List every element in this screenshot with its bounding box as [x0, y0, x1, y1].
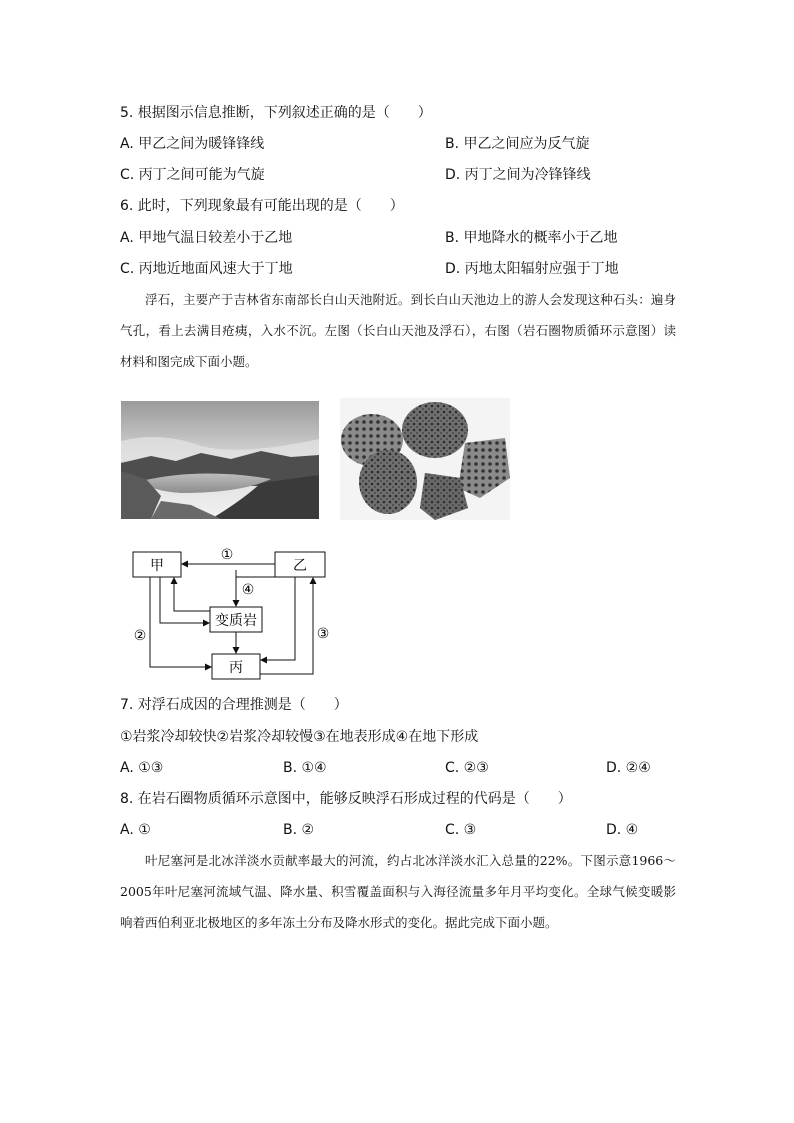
q5-option-d: D. 丙丁之间为冷锋锋线 [445, 167, 591, 183]
q8-option-d: D. ④ [606, 822, 639, 838]
label-bing: 丙 [229, 660, 243, 676]
label-yi: 乙 [293, 558, 307, 574]
question-8-stem: 8. 在岩石圈物质循环示意图中，能够反映浮石形成过程的代码是（ ） [120, 791, 572, 807]
q8-option-b: B. ② [283, 822, 315, 838]
question-7-choices: ①岩浆冷却较快②岩浆冷却较慢③在地表形成④在地下形成 [120, 729, 479, 745]
tianchi-lake-photo [121, 401, 319, 519]
q6-option-b: B. 甲地降水的概率小于乙地 [445, 230, 618, 246]
passage-pumice [120, 284, 676, 377]
q7-option-b: B. ①④ [283, 760, 327, 776]
q6-option-c: C. 丙地近地面风速大于丁地 [120, 261, 293, 277]
pumice-stones-photo [340, 398, 510, 520]
q5-option-c: C. 丙丁之间可能为气旋 [120, 167, 265, 183]
label-circle-2: ② [133, 628, 147, 644]
q8-option-c: C. ③ [445, 822, 477, 838]
passage-pumice-text: 浮石，主要产于吉林省东南部长白山天池附近。到长白山天池边上的游人会发现这种石头：遍身气孔，看上去满目疮痍，入水不沉。左图（长白山天池及浮石），右图（岩石圈物质循环示意图）读材料和图完成下面小题。 [120, 292, 676, 369]
question-5-stem: 5. 根据图示信息推断，下列叙述正确的是（ ） [120, 105, 432, 121]
q8-option-a: A. ① [120, 822, 151, 838]
label-circle-1: ① [220, 547, 234, 563]
q6-option-d: D. 丙地太阳辐射应强于丁地 [445, 261, 619, 277]
rock-cycle-diagram [120, 540, 350, 689]
label-circle-4: ④ [241, 582, 255, 598]
q7-option-c: C. ②③ [445, 760, 489, 776]
label-jia: 甲 [150, 558, 164, 574]
question-6-stem: 6. 此时，下列现象最有可能出现的是（ ） [120, 198, 404, 214]
passage-yenisei-text: 叶尼塞河是北冰洋淡水贡献率最大的河流，约占北冰洋淡水汇入总量的22%。下图示意1966～2005年叶尼塞河流域气温、降水量、积雪覆盖面积与入海径流量多年月平均变化。全球气候变暖影响着西伯利亚北极地区的多年冻土分布及降水形式的变化。据此完成下面小题。 [120, 853, 676, 930]
question-7-stem: 7. 对浮石成因的合理推测是（ ） [120, 697, 348, 713]
label-circle-3: ③ [316, 626, 330, 642]
q5-option-a: A. 甲乙之间为暖锋锋线 [120, 136, 265, 152]
passage-yenisei [120, 845, 676, 938]
q5-option-b: B. 甲乙之间应为反气旋 [445, 136, 590, 152]
label-metamorphic: 变质岩 [215, 613, 257, 629]
q7-option-a: A. ①③ [120, 760, 164, 776]
q7-option-d: D. ②④ [606, 760, 651, 776]
q6-option-a: A. 甲地气温日较差小于乙地 [120, 230, 293, 246]
